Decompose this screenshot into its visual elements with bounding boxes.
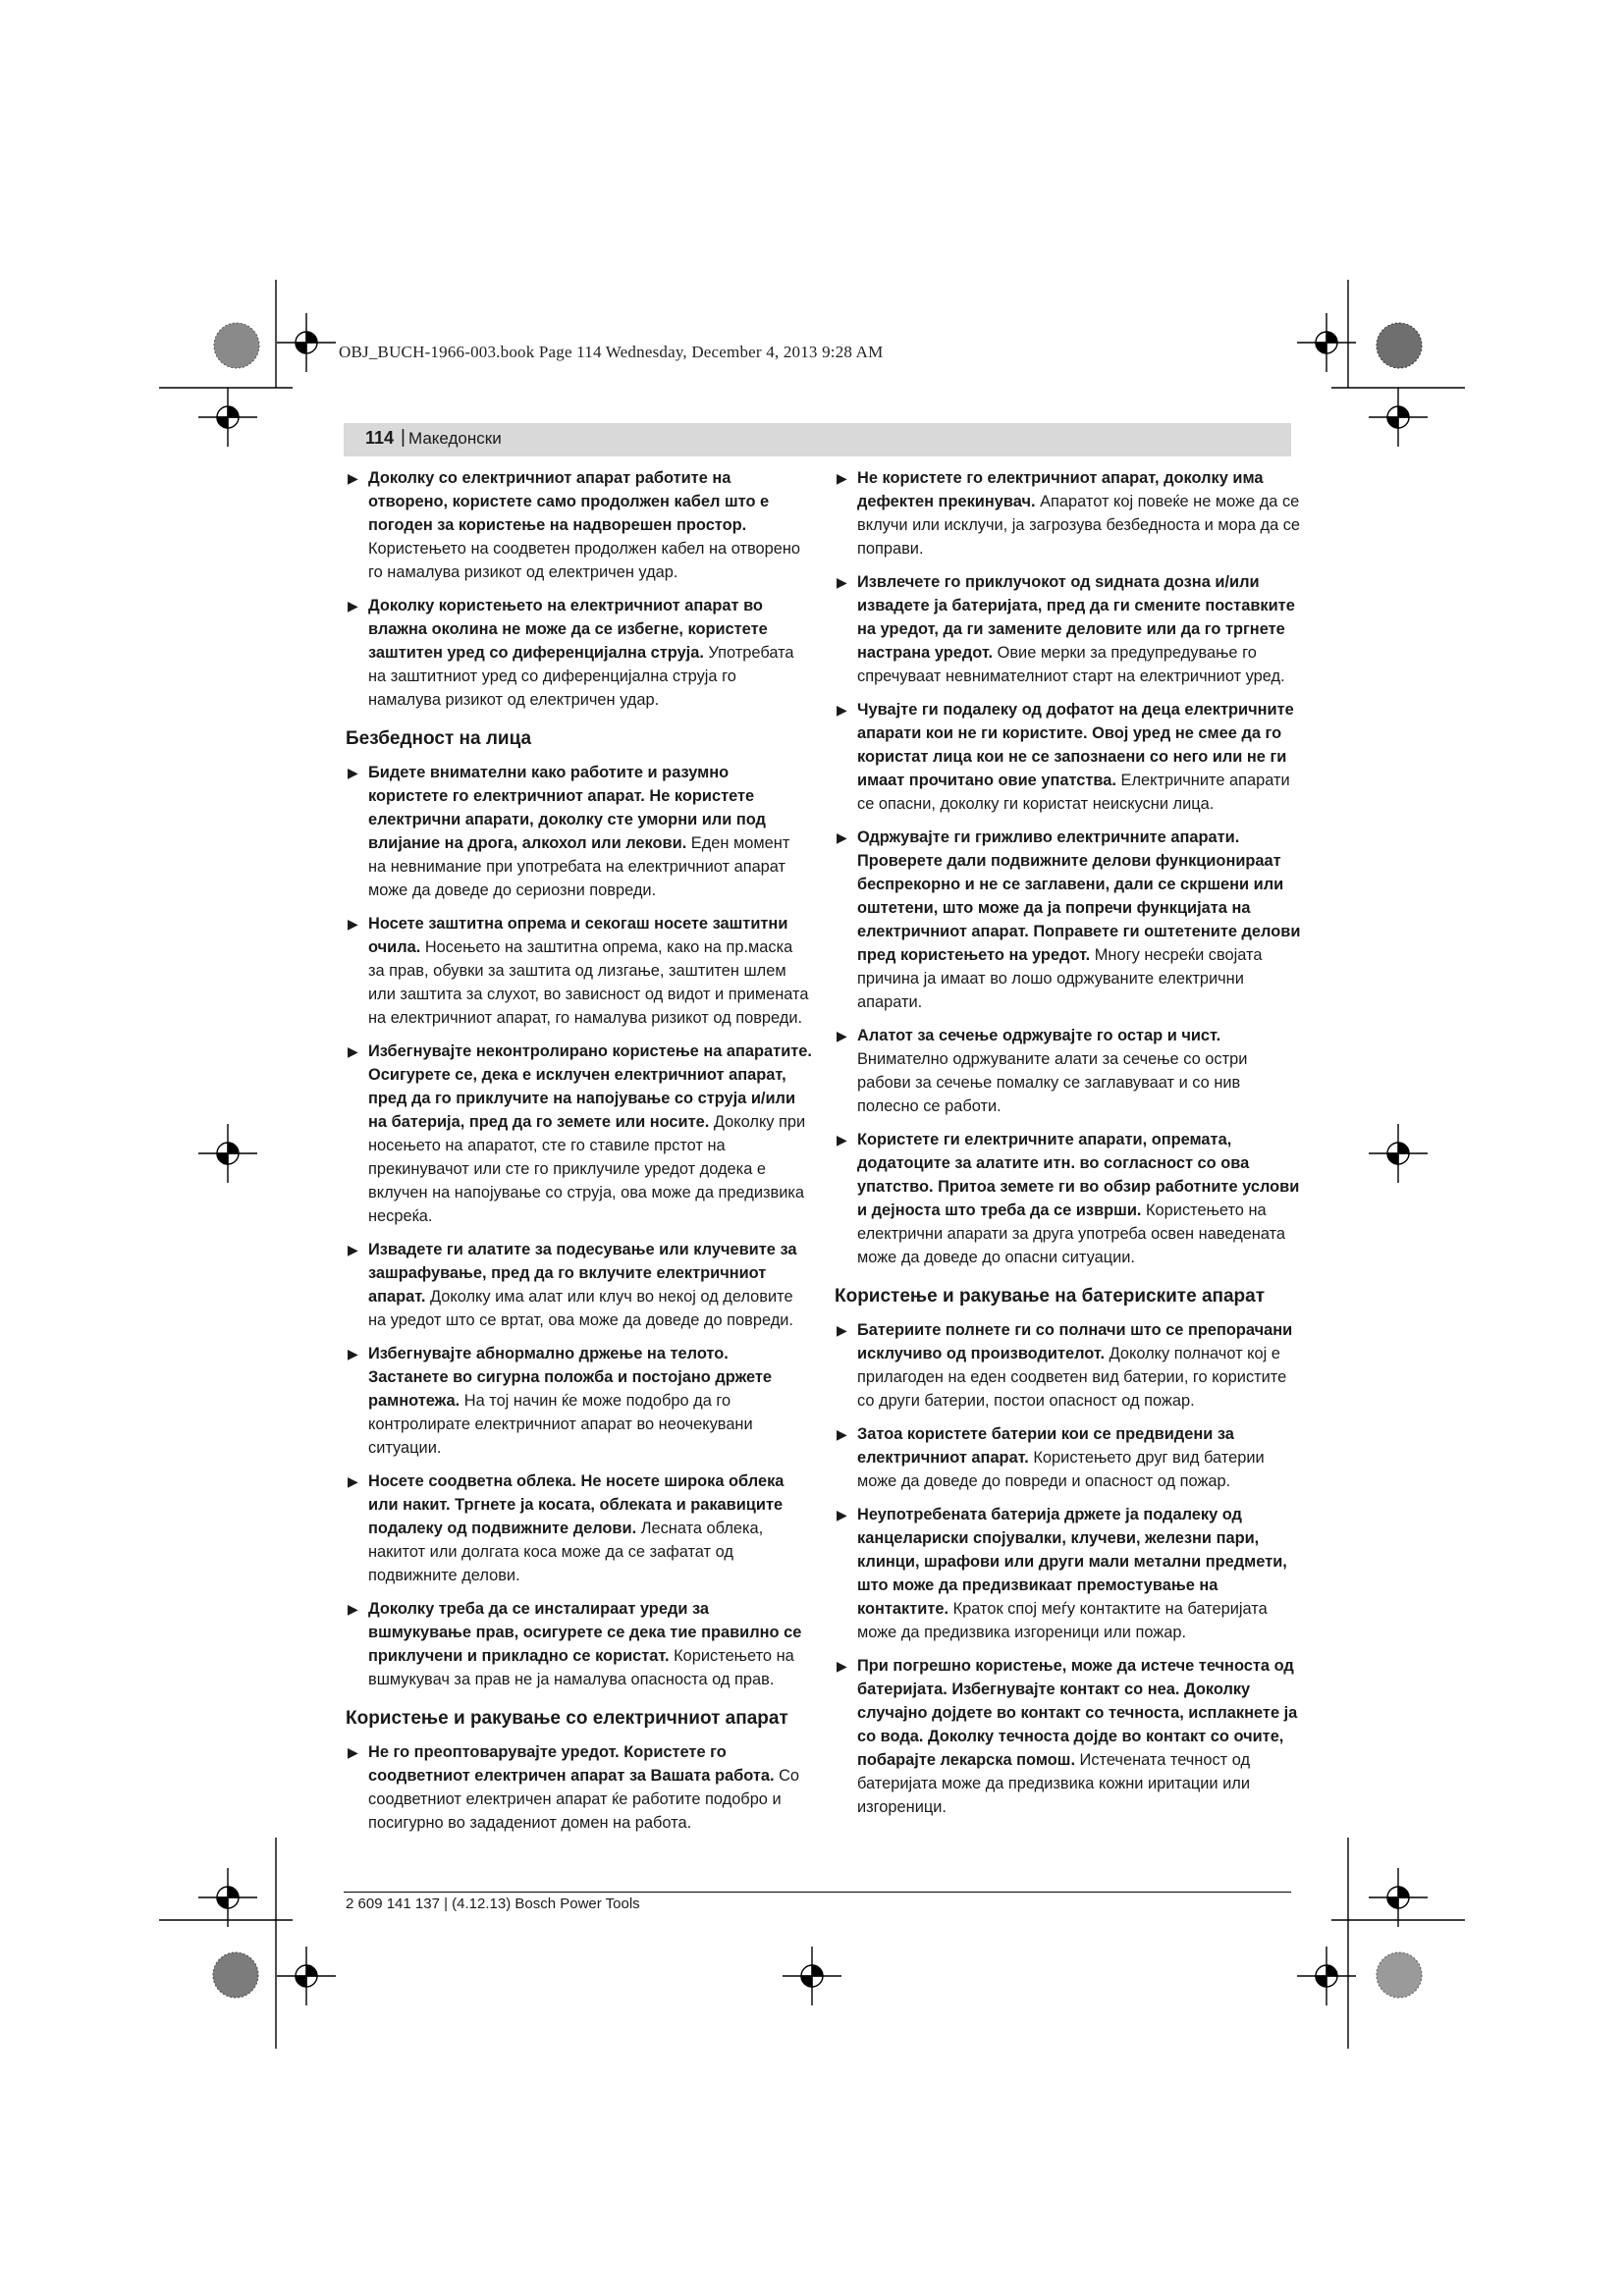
bullet-arrow-icon: ▶ — [348, 765, 358, 780]
item-bold-text: Избегнувајте неконтролирано користење на апаратите. Осигурете се, дека е исклучен електричниот апарат, пред да го приклучите на напојување со струја и/или на батерија, пред да го земете или носите. — [368, 1042, 812, 1131]
item-body-text: Овие мерки за предупредување го спречуваат невнимателниот старт на електричниот уред. — [857, 644, 1285, 685]
bullet-arrow-icon: ▶ — [348, 1242, 358, 1257]
bullet-arrow-icon: ▶ — [348, 1744, 358, 1760]
bullet-arrow-icon: ▶ — [837, 1132, 847, 1148]
item-body-text: Многу несреќи својата причина ја имаат во лошо одржуваните електрични апарати. — [857, 946, 1263, 1011]
item-bold-text: Затоа користете батерии кои се предвидени за електричниот апарат. — [857, 1425, 1234, 1467]
safety-item — [346, 1740, 812, 1835]
item-body-text: Доколку полначот кој е прилагоден на еден соодветен вид батерии, го користите со други батерии, постои опасност од пожар. — [857, 1345, 1287, 1410]
item-bold-text: Не го преоптоварувајте уредот. Користете го соодветниот електричен апарат за Вашата работа. — [368, 1743, 775, 1785]
item-bold-text: Чувајте ги подалеку од дофатот на деца електричните апарати кои не ги користите. Овој уред не смее да го користат лица кои не се запознаени со него или не ги имаат прочитано овие упатства. — [857, 701, 1294, 789]
item-body-text: Носењето на заштитна опрема, како на пр.маска за прав, обувки за заштита од лизгање, заштитен шлем или заштита за слухот, во зависност од видот и примената на електричниот апарат, го намалува ризикот од повреди. — [368, 938, 809, 1027]
bullet-arrow-icon: ▶ — [837, 1028, 847, 1043]
bullet-arrow-icon: ▶ — [348, 916, 358, 932]
right-column — [835, 466, 1301, 1829]
bullet-arrow-icon: ▶ — [348, 1346, 358, 1362]
bullet-arrow-icon: ▶ — [348, 470, 358, 486]
item-body-text: Истечената течност од батеријата може да предизвика кожни иритации или изгореници. — [857, 1751, 1251, 1816]
language-label: Македонски — [408, 429, 502, 448]
bullet-arrow-icon: ▶ — [348, 598, 358, 614]
item-bold-text: Батериите полнете ги со полначи што се препорачани исклучиво од производителот. — [857, 1321, 1293, 1362]
bullet-arrow-icon: ▶ — [837, 1507, 847, 1522]
item-bold-text: Извадете ги алатите за подесување или клучевите за зашрафување, пред да го вклучите електричниот апарат. — [368, 1241, 797, 1306]
safety-item — [835, 1422, 1301, 1493]
item-body-text: На тој начин ќе може подобро да го контролирате електричниот апарат во неочекувани ситуации. — [368, 1392, 753, 1457]
item-bold-text: Доколку со електричниот апарат работите на отворено, користете само продолжен кабел што е погоден за користење на надворешен простор. — [368, 469, 770, 534]
item-bold-text: Носете заштитна опрема и секогаш носете заштитни очила. — [368, 915, 788, 956]
section-heading: Користење и ракување со електричниот апарат — [346, 1708, 788, 1729]
item-body-text: Електричните апарати се опасни, доколку ги користат неискусни лица. — [857, 772, 1290, 813]
item-bold-text: Доколку користењето на електричниот апарат во влажна околина не може да се избегне, користете заштитен уред со диференцијална струја. — [368, 597, 768, 662]
bullet-arrow-icon: ▶ — [837, 829, 847, 845]
bullet-arrow-icon: ▶ — [837, 1658, 847, 1674]
item-bold-text: Носете соодветна облека. Не носете широка облека или накит. Тргнете ја косата, облеката и ракавиците подалеку од подвижните делови. — [368, 1472, 785, 1537]
item-body-text: Користењето на електрични апарати за друга употреба освен наведената може да доведе до опасни ситуации. — [857, 1201, 1286, 1266]
section-heading: Користење и ракување на батериските апарат — [835, 1286, 1266, 1307]
section-heading: Безбедност на лица — [346, 728, 532, 749]
safety-item — [835, 826, 1301, 1014]
item-bold-text: Доколку треба да се инсталираат уреди за вшмукување прав, осигурете се дека тие правилно се приклучени и прикладно се користат. — [368, 1600, 802, 1665]
page-header — [344, 423, 1291, 456]
item-bold-text: Користете ги електричните апарати, опремата, додатоците за алатите итн. во согласност со ова упатство. Притоа земете ги во обзир работните услови и дејноста што треба да се изврши. — [857, 1131, 1300, 1219]
item-bold-text: Неупотребената батерија држете ја подалеку од канцелариски спојувалки, клучеви, железни пари, клинци, шрафови или други мали метални предмети, што може да предизвикаат премостување на контактите. — [857, 1506, 1287, 1618]
item-body-text: Употребата на заштитниот уред со диференцијална струја го намалува ризикот од електричен удар. — [368, 644, 794, 709]
bullet-arrow-icon: ▶ — [837, 574, 847, 590]
item-bold-text: Одржувајте ги грижливо електричните апарати. Проверете дали подвижните делови функционираат беспрекорно и не се заглавени, дали се скршени или оштетени, што може да ја попречи функцијата на електричниот апарат. Поправете ги оштетените делови пред користењето на уредот. — [857, 828, 1301, 964]
safety-item — [835, 1024, 1301, 1118]
safety-item — [835, 1318, 1301, 1413]
bullet-arrow-icon: ▶ — [348, 1473, 358, 1489]
safety-item — [346, 912, 812, 1030]
item-body-text: Апаратот кој повеќе не може да се вклучи или исклучи, ја загрозува безбедноста и мора да се поправи. — [857, 493, 1301, 558]
safety-item — [835, 1503, 1301, 1644]
page-number: 114 — [365, 428, 395, 448]
bullet-arrow-icon: ▶ — [837, 1426, 847, 1442]
safety-item — [835, 466, 1301, 561]
item-body-text: Доколку има алат или клуч во некој од деловите на уредот што се вртат, ова може да доведе до повреди. — [368, 1288, 793, 1329]
item-body-text: Со соодветниот електричен апарат ќе работите подобро и посигурно во зададениот домен на работа. — [368, 1767, 800, 1832]
item-bold-text: При погрешно користење, може да истече течноста од батеријата. Избегнувајте контакт со неа. Доколку случајно дојдете во контакт со течноста, исплакнете ја со вода. Доколку течноста дојде во контакт со очите, побарајте лекарска помош. — [857, 1657, 1298, 1769]
header-separator: | — [401, 427, 406, 448]
left-column — [346, 466, 812, 1844]
safety-item — [346, 466, 812, 584]
bullet-arrow-icon: ▶ — [837, 470, 847, 486]
item-body-text: Доколку при носењето на апаратот, сте го ставиле прстот на прекинувачот или сте го приклучиле уредот додека е вклучен на напојување со струја, ова може да предизвика несреќа. — [368, 1113, 806, 1225]
safety-item — [346, 761, 812, 902]
item-bold-text: Не користете го електричниот апарат, доколку има дефектен прекинувач. — [857, 469, 1264, 510]
safety-item — [346, 1597, 812, 1691]
safety-item — [835, 570, 1301, 688]
item-bold-text: Избегнувајте абнормално држење на телото. Застанете во сигурна положба и постојано држете рамнотежа. — [368, 1345, 773, 1410]
item-body-text: Користењето друг вид батерии може да доведе до повреди и опасност од пожар. — [857, 1449, 1265, 1490]
print-info-line: OBJ_BUCH-1966-003.book Page 114 Wednesday, December 4, 2013 9:28 AM — [339, 343, 884, 361]
item-body-text: Еден момент на невнимание при употребата на електричниот апарат може да доведе до сериозни повреди. — [368, 834, 790, 899]
item-body-text: Внимателно одржуваните алати за сечење со остри рабови за сечење помалку се заглавуваат и со нив полесно се работи. — [857, 1050, 1248, 1115]
item-bold-text: Алатот за сечење одржувајте го остар и чист. — [857, 1027, 1221, 1044]
safety-item — [346, 1238, 812, 1332]
safety-item — [346, 594, 812, 712]
safety-item — [835, 698, 1301, 816]
safety-item — [346, 1342, 812, 1460]
safety-item — [835, 1128, 1301, 1269]
page-footer: 2 609 141 137 | (4.12.13) Bosch Power Tools — [346, 1896, 640, 1912]
item-bold-text: Бидете внимателни како работите и разумно користете го електричниот апарат. Не користете електрични апарати, доколку сте уморни или под влијание на дрога, алкохол или лекови. — [368, 764, 766, 852]
bullet-arrow-icon: ▶ — [348, 1043, 358, 1059]
safety-item — [346, 1040, 812, 1228]
bullet-arrow-icon: ▶ — [837, 702, 847, 718]
footer-rule — [344, 1892, 1291, 1893]
item-body-text: Користењето на вшмукувач за прав не ја намалува опасноста од прав. — [368, 1647, 794, 1688]
bullet-arrow-icon: ▶ — [837, 1322, 847, 1338]
item-body-text: Краток спој меѓу контактите на батеријата може да предизвика изгореници или пожар. — [857, 1600, 1268, 1641]
item-bold-text: Извлечете го приклучокот од ѕидната дозна и/или извадете ја батеријата, пред да ги смените поставките на уредот, да ги замените деловите или да го тргнете настрана уредот. — [857, 573, 1295, 662]
item-body-text: Користењето на соодветен продолжен кабел на отворено го намалува ризикот од електричен удар. — [368, 540, 801, 581]
bullet-arrow-icon: ▶ — [348, 1601, 358, 1617]
safety-item — [835, 1654, 1301, 1819]
item-body-text: Лесната облека, накитот или долгата коса може да се зафатат од подвижните делови. — [368, 1520, 764, 1584]
safety-item — [346, 1469, 812, 1587]
